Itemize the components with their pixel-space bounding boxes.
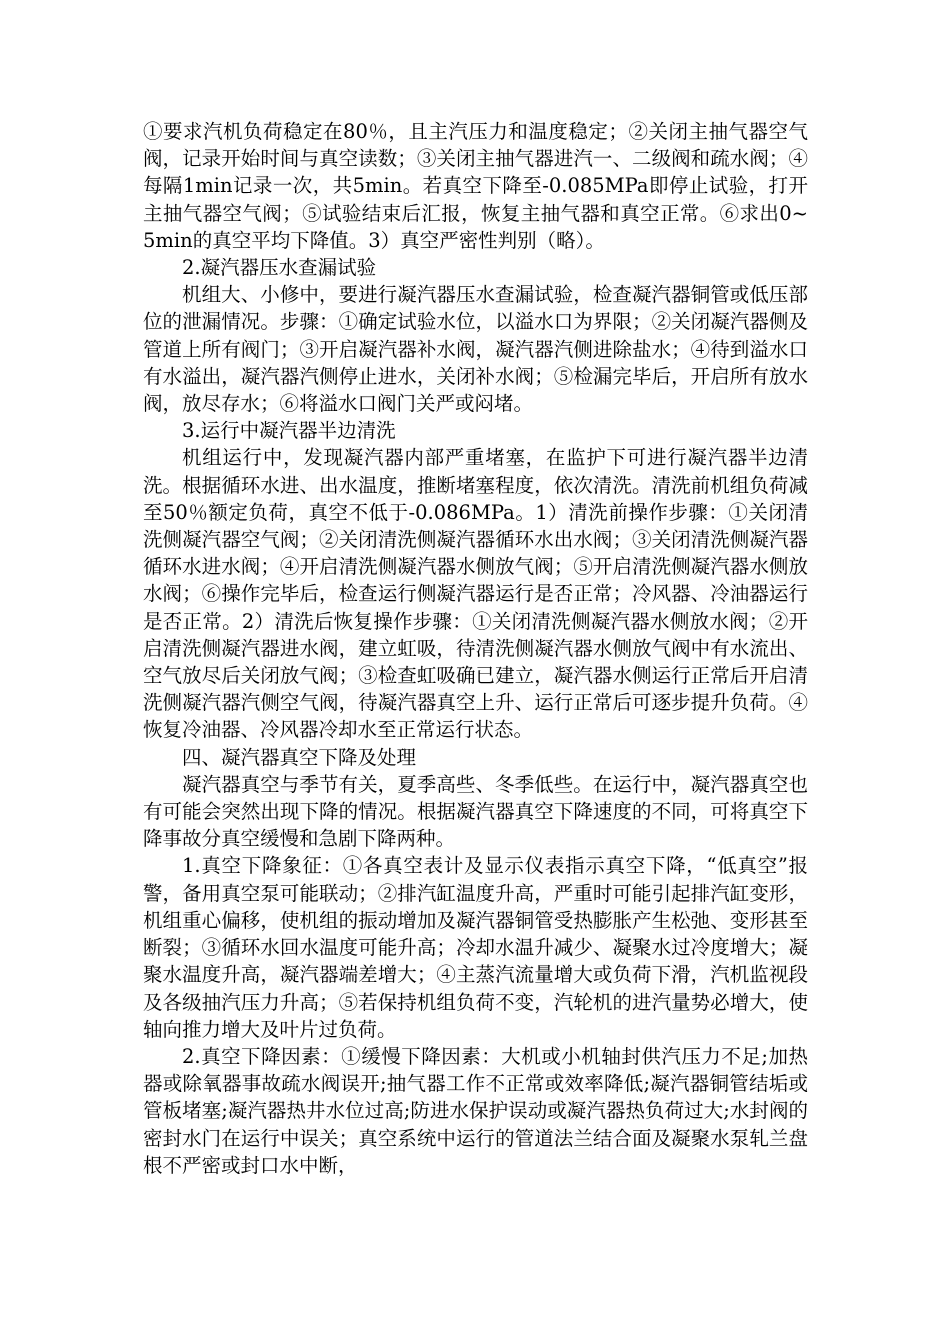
section-heading-pressure-water-leak-test: 2.凝汽器压水查漏试验 [182,256,377,280]
paragraph-vacuum-drop-symptoms: 1.真空下降象征：①各真空表计及显示仪表指示真空下降，“低真空”报警，备用真空泵可能联动；②排汽缸温度升高，严重时可能引起排汽缸变形，机组重心偏移，使机组的振动增加及凝汽器铜管受热膨胀产生松弛、变形甚至断裂；③循环水回水温度可能升高；冷却水温升减少、凝聚水过冷度增大；凝聚水温度升高，凝汽器端差增大；④主蒸汽流量增大或负荷下滑，汽机监视段及各级抽汽压力升高；⑤若保持机组负荷不变，汽轮机的进汽量势必增大，使轴向推力增大及叶片过负荷。 [143,854,808,1041]
section-heading-vacuum-drop: 四、凝汽器真空下降及处理 [182,745,417,769]
paragraph-leak-test-procedure: 机组大、小修中，要进行凝汽器压水查漏试验，检查凝汽器铜管或低压部位的泄漏情况。步骤：①确定试验水位，以溢水口为界限；②关闭凝汽器侧及管道上所有阀门；③开启凝汽器补水阀，凝汽器汽侧进除盐水；④待到溢水口有水溢出，凝汽器汽侧停止进水，关闭补水阀；⑤检漏完毕后，开启所有放水阀，放尽存水；⑥将溢水口阀门关严或闷堵。 [143,283,808,416]
paragraph-vacuum-seasonal: 凝汽器真空与季节有关，夏季高些、冬季低些。在运行中，凝汽器真空也有可能会突然出现下降的情况。根据凝汽器真空下降速度的不同，可将真空下降事故分真空缓慢和急剧下降两种。 [143,772,808,851]
section-heading-half-side-cleaning: 3.运行中凝汽器半边清洗 [182,419,396,443]
document-body [143,118,808,1179]
paragraph-vacuum-test-steps: ①要求汽机负荷稳定在80％，且主汽压力和温度稳定；②关闭主抽气器空气阀，记录开始时间与真空读数；③关闭主抽气器进汽一、二级阀和疏水阀；④每隔1min记录一次，共5min。若真空下降至-0.085MPa即停止试验，打开主抽气器空气阀；⑤试验结束后汇报，恢复主抽气器和真空正常。⑥求出0~5min的真空平均下降值。3）真空严密性判别（略）。 [143,120,808,252]
paragraph-vacuum-drop-causes: 2.真空下降因素：①缓慢下降因素：大机或小机轴封供汽压力不足;加热器或除氧器事故疏水阀误开;抽气器工作不正常或效率降低;凝汽器铜管结垢或管板堵塞;凝汽器热井水位过高;防进水保护误动或凝汽器热负荷过大;水封阀的密封水门在运行中误关；真空系统中运行的管道法兰结合面及凝聚水泵轧兰盘根不严密或封口水中断， [143,1044,808,1177]
paragraph-half-side-cleaning-procedure: 机组运行中，发现凝汽器内部严重堵塞，在监护下可进行凝汽器半边清洗。根据循环水进、出水温度，推断堵塞程度，依次清洗。清洗前机组负荷减至50％额定负荷，真空不低于-0.086MPa。1）清洗前操作步骤：①关闭清洗侧凝汽器空气阀；②关闭清洗侧凝汽器循环水出水阀；③关闭清洗侧凝汽器循环水进水阀；④开启清洗侧凝汽器水侧放气阀；⑤开启清洗侧凝汽器水侧放水阀；⑥操作完毕后，检查运行侧凝汽器运行是否正常；冷风器、冷油器运行是否正常。2）清洗后恢复操作步骤：①关闭清洗侧凝汽器水侧放水阀；②开启清洗侧凝汽器进水阀，建立虹吸，待清洗侧凝汽器水侧放气阀中有水流出、空气放尽后关闭放气阀；③检查虹吸确已建立，凝汽器水侧运行正常后开启清洗侧凝汽器汽侧空气阀，待凝汽器真空上升、运行正常后可逐步提升负荷。④恢复冷油器、冷风器冷却水至正常运行状态。 [143,446,808,742]
